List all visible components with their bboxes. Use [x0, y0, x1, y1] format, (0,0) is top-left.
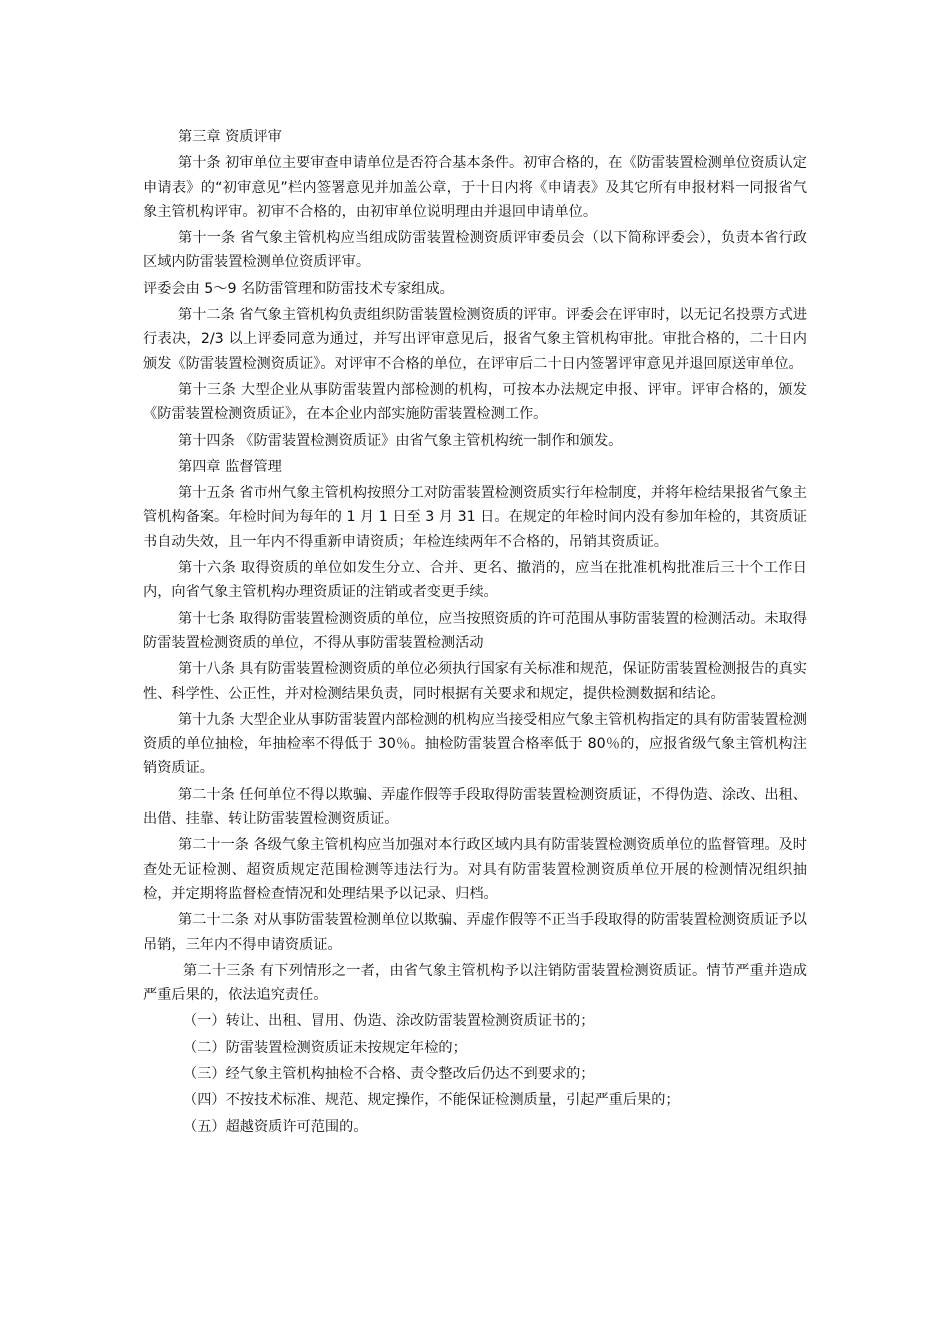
- list-item: （三）经气象主管机构抽检不合格、责令整改后仍达不到要求的；: [183, 1065, 595, 1082]
- list-item: （一）转让、出租、冒用、伪造、涂改防雷装置检测资质证书的；: [183, 1013, 595, 1030]
- list-item: （四）不按技术标准、规范、规定操作，不能保证检测质量，引起严重后果的；: [183, 1092, 680, 1109]
- list-item: （五）超越资质许可范围的。: [183, 1118, 368, 1135]
- article-paragraph: 第十一条 省气象主管机构应当组成防雷装置检测资质评审委员会（以下简称评委会），负责本省行政区域内防雷装置检测单位资质评审。: [143, 230, 807, 271]
- article-paragraph: 第二十二条 对从事防雷装置检测单位以欺骗、弄虚作假等不正当手段取得的防雷装置检测资质证予以吊销，三年内不得申请资质证。: [143, 912, 807, 953]
- article-paragraph: 第十五条 省市州气象主管机构按照分工对防雷装置检测资质实行年检制度，并将年检结果报省气象主管机构备案。年检时间为每年的 1 月 1 日至 3 月 31 日。在规定的年检时间内没有参加年检的，其资质证书自动失效，且一年内不得重新申请资质；年检连续两年不合格的，吊销其资质证。: [143, 485, 807, 550]
- document-body: [143, 125, 807, 1141]
- chapter-heading: 第三章 资质评审: [178, 129, 282, 145]
- article-paragraph: 第十八条 具有防雷装置检测资质的单位必须执行国家有关标准和规范，保证防雷装置检测报告的真实性、科学性、公正性，并对检测结果负责，同时根据有关要求和规定，提供检测数据和结论。: [143, 661, 807, 702]
- chapter-heading: 第四章 监督管理: [178, 458, 282, 475]
- list-item: （二）防雷装置检测资质证未按规定年检的；: [183, 1039, 467, 1056]
- article-paragraph: 第十四条 《防雷装置检测资质证》由省气象主管机构统一制作和颁发。: [178, 432, 623, 449]
- article-paragraph: 第十三条 大型企业从事防雷装置内部检测的机构，可按本办法规定申报、评审。评审合格的，颁发《防雷装置检测资质证》，在本企业内部实施防雷装置检测工作。: [143, 381, 807, 423]
- article-paragraph: 第二十条 任何单位不得以欺骗、弄虚作假等手段取得防雷装置检测资质证，不得伪造、涂改、出租、出借、挂靠、转让防雷装置检测资质证。: [143, 786, 807, 828]
- article-paragraph: 评委会由 5～9 名防雷管理和防雷技术专家组成。: [143, 280, 454, 297]
- article-paragraph: 第十九条 大型企业从事防雷装置内部检测的机构应当接受相应气象主管机构指定的具有防雷装置检测资质的单位抽检，年抽检率不得低于 30％。抽检防雷装置合格率低于 80％的，应报省级气象主管机构注销资质证。: [143, 711, 807, 777]
- article-paragraph: 第十条 初审单位主要审查申请单位是否符合基本条件。初审合格的，在《防雷装置检测单位资质认定申请表》的“初审意见”栏内签署意见并加盖公章，于十日内将《申请表》及其它所有申报材料一同报省气象主管机构评审。初审不合格的，由初审单位说明理由并退回申请单位。: [143, 155, 807, 220]
- article-paragraph: 第十二条 省气象主管机构负责组织防雷装置检测资质的评审。评委会在评审时，以无记名投票方式进行表决，2/3 以上评委同意为通过，并写出评审意见后，报省气象主管机构审批。审批合格的，二十日内颁发《防雷装置检测资质证》。对评审不合格的单位，在评审后二十日内签署评审意见并退回原送审单位。: [143, 307, 807, 372]
- article-paragraph: 第十六条 取得资质的单位如发生分立、合并、更名、撤消的，应当在批准机构批准后三十个工作日内，向省气象主管机构办理资质证的注销或者变更手续。: [143, 560, 807, 601]
- article-paragraph: 第二十一条 各级气象主管机构应当加强对本行政区域内具有防雷装置检测资质单位的监督管理。及时查处无证检测、超资质规定范围检测等违法行为。对具有防雷装置检测资质单位开展的检测情况组织抽检，并定期将监督检查情况和处理结果予以记录、归档。: [143, 837, 807, 902]
- article-paragraph: 第二十三条 有下列情形之一者，由省气象主管机构予以注销防雷装置检测资质证。情节严重并造成严重后果的，依法追究责任。: [143, 962, 807, 1004]
- article-paragraph: 第十七条 取得防雷装置检测资质的单位，应当按照资质的许可范围从事防雷装置的检测活动。未取得防雷装置检测资质的单位，不得从事防雷装置检测活动: [143, 610, 807, 651]
